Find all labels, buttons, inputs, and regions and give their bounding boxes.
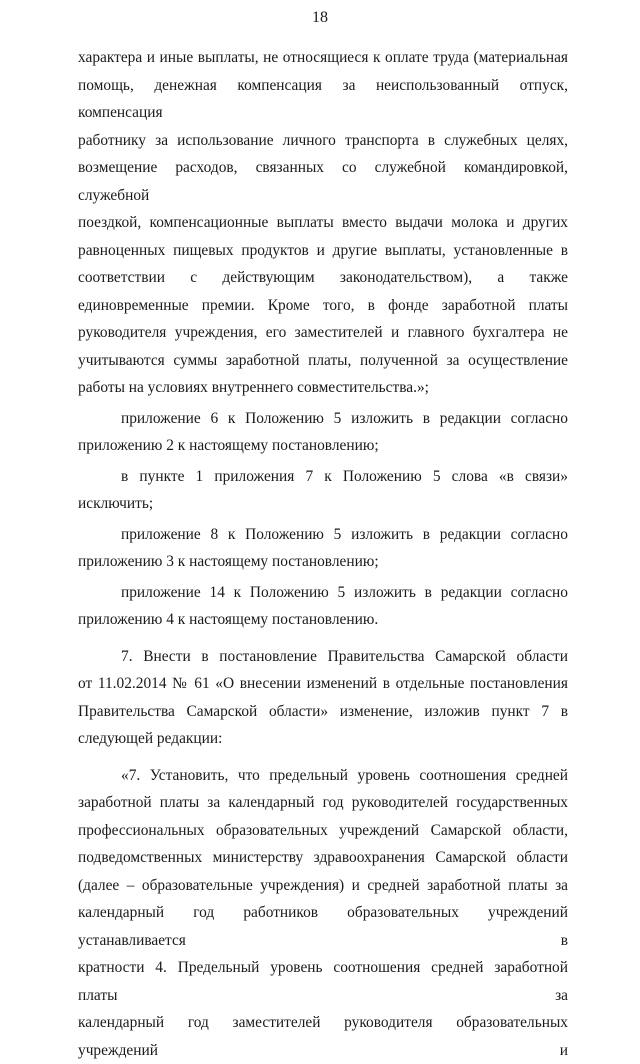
text-line: заработной платы за календарный год руководителей государственных <box>78 789 568 817</box>
document-body <box>78 44 568 1064</box>
text-line: характера и иные выплаты, не относящиеся к оплате труда (материальная <box>78 44 568 72</box>
text-line: кратности 4. Предельный уровень соотношения средней заработной платы за <box>78 954 568 1009</box>
paragraph-appendix-6 <box>78 405 568 460</box>
page-number: 18 <box>0 9 640 27</box>
text-line: поездкой, компенсационные выплаты вместо выдачи молока и других <box>78 209 568 237</box>
text-line: приложение 8 к Положению 5 изложить в редакции согласно <box>78 521 568 549</box>
text-line: 7. Внести в постановление Правительства Самарской области <box>78 643 568 671</box>
text-line: календарный год заместителей руководителя образовательных учреждений и <box>78 1009 568 1064</box>
text-line: единовременные премии. Кроме того, в фонде заработной платы <box>78 292 568 320</box>
text-line: приложению 3 к настоящему постановлению; <box>78 548 568 576</box>
text-line: учитываются суммы заработной платы, полученной за осуществление <box>78 347 568 375</box>
paragraph-continuation <box>78 44 568 402</box>
paragraph-appendix-8 <box>78 521 568 576</box>
text-line: от 11.02.2014 № 61 «О внесении изменений в отдельные постановления <box>78 670 568 698</box>
paragraph-appendix-14 <box>78 579 568 634</box>
text-line: Правительства Самарской области» изменение, изложив пункт 7 в <box>78 698 568 726</box>
text-line: в пункте 1 приложения 7 к Положению 5 слова «в связи» исключить; <box>78 463 568 518</box>
text-line: работнику за использование личного транспорта в служебных целях, <box>78 127 568 155</box>
text-line: календарный год работников образовательных учреждений устанавливается в <box>78 899 568 954</box>
text-line: (далее – образовательные учреждения) и средней заработной платы за <box>78 872 568 900</box>
paragraph-item-7 <box>78 643 568 753</box>
text-line: работы на условиях внутреннего совместительства.»; <box>78 374 568 402</box>
text-line: соответствии с действующим законодательством), а также <box>78 264 568 292</box>
text-line: равноценных пищевых продуктов и другие выплаты, установленные в <box>78 237 568 265</box>
text-line: профессиональных образовательных учреждений Самарской области, <box>78 817 568 845</box>
text-line: приложение 14 к Положению 5 изложить в редакции согласно <box>78 579 568 607</box>
text-line: приложению 4 к настоящему постановлению. <box>78 606 568 634</box>
paragraph-quoted-item-7 <box>78 762 568 1064</box>
text-line: следующей редакции: <box>78 725 568 753</box>
text-line: помощь, денежная компенсация за неиспользованный отпуск, компенсация <box>78 72 568 127</box>
paragraph-appendix-7 <box>78 463 568 518</box>
text-line: возмещение расходов, связанных со служебной командировкой, служебной <box>78 154 568 209</box>
text-line: руководителя учреждения, его заместителей и главного бухгалтера не <box>78 319 568 347</box>
text-line: приложению 2 к настоящему постановлению; <box>78 432 568 460</box>
text-line: приложение 6 к Положению 5 изложить в редакции согласно <box>78 405 568 433</box>
text-line: «7. Установить, что предельный уровень соотношения средней <box>78 762 568 790</box>
text-line: подведомственных министерству здравоохранения Самарской области <box>78 844 568 872</box>
